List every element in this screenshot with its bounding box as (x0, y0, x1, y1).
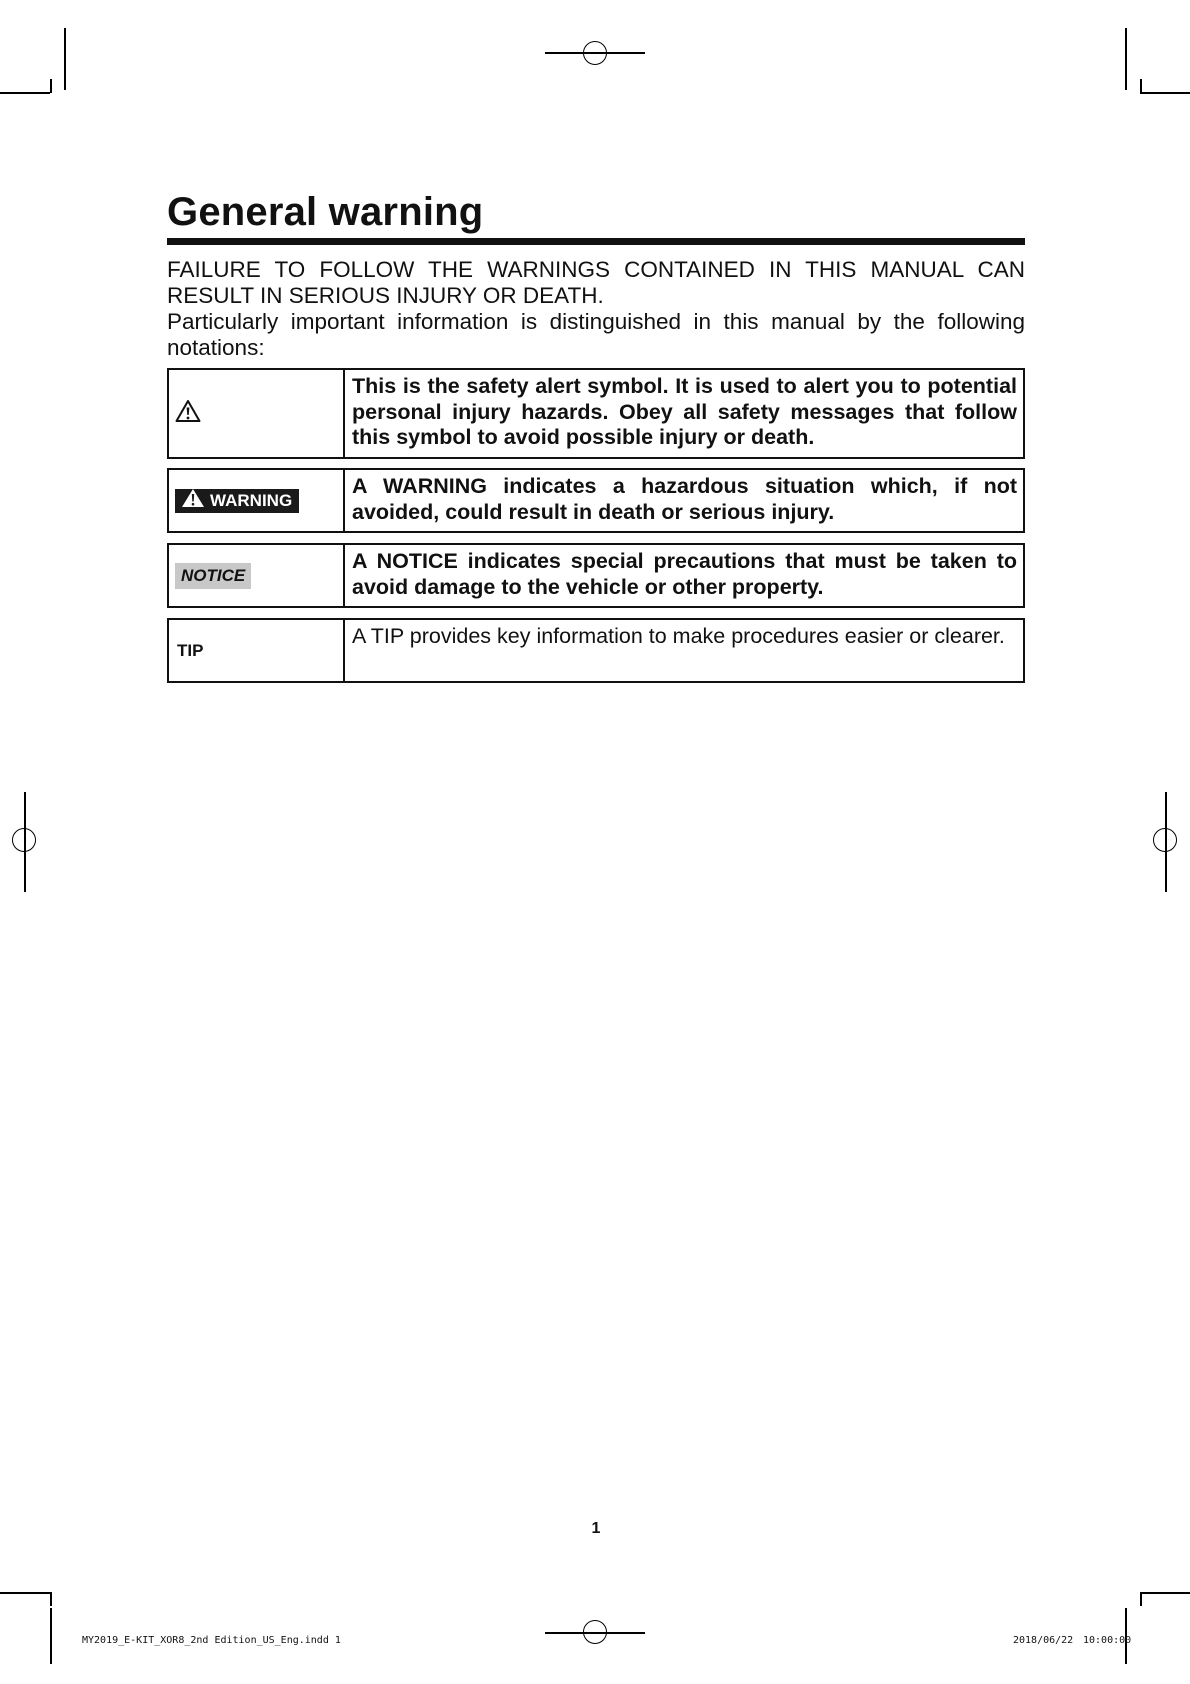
page-number: 1 (591, 1520, 601, 1537)
notation-label-cell (169, 620, 345, 681)
safety-alert-icon (175, 399, 201, 428)
warning-triangle-icon (181, 488, 210, 513)
notation-label-cell (169, 545, 345, 606)
warning-badge (175, 489, 299, 513)
intro-warning-line: FAILURE TO FOLLOW THE WARNINGS CONTAINED IN THIS MANUAL CAN RESULT IN SERIOUS INJURY OR DEATH. (167, 257, 1025, 308)
notation-label-cell (169, 370, 345, 457)
notation-box-notice (167, 543, 1025, 608)
notation-box-safety-alert (167, 368, 1025, 459)
notation-box-warning (167, 468, 1025, 533)
notation-text-tip: A TIP provides key information to make procedures easier or clearer. (352, 624, 1005, 648)
notation-text-safety-alert: This is the safety alert symbol. It is used to alert you to potential personal injury hazards. Obey all safety messages that follow this symbol to avoid possible injury or death. (352, 374, 1017, 449)
notation-box-tip (167, 618, 1025, 683)
intro-notation-line: Particularly important information is distinguished in this manual by the following notations: (167, 309, 1025, 360)
notation-text-notice: A NOTICE indicates special precautions that must be taken to avoid damage to the vehicle or other property. (352, 549, 1017, 599)
footer-time: 10:00:00 (1083, 1635, 1132, 1646)
title-rule (167, 238, 1025, 245)
notation-text-warning: A WARNING indicates a hazardous situation which, if not avoided, could result in death or serious injury. (352, 474, 1017, 524)
footer-date: 2018/06/22 (1013, 1635, 1074, 1646)
intro-text (167, 257, 1025, 361)
page-title: General warning (167, 190, 484, 234)
tip-label: TIP (177, 640, 204, 660)
footer-filename: MY2019_E-KIT_XOR8_2nd Edition_US_Eng.indd 1 (82, 1635, 341, 1646)
notation-label-cell (169, 470, 345, 531)
warning-badge-label: WARNING (210, 490, 293, 510)
notice-badge: NOTICE (175, 563, 251, 589)
